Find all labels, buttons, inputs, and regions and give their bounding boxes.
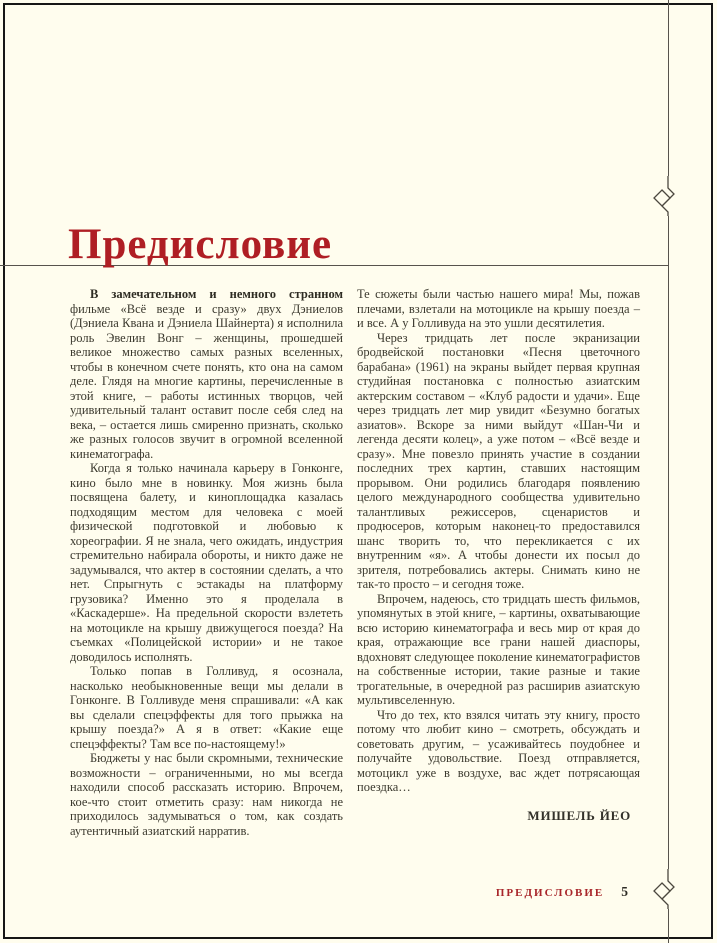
- text-column-left: [70, 287, 343, 838]
- paragraph: Только попав в Голливуд, я осознала, насколько необыкновенные вещи мы делали в Гонконге. В Голливуде меня спрашивали: «А как вы сделали спецэффекты для того прыжка на крышу поезда?» А я в ответ: «Какие еще спецэффекты? Там все по-настоящему!»: [70, 664, 343, 751]
- paragraph: Что до тех, кто взялся читать эту книгу, просто потому что любит кино – смотреть, обсуждать и советовать другим, – усаживайтесь поудобнее и получайте удовольствие. Поезд отправляется, мотоцикл уже в воздухе, вас ждет потрясающая поездка…: [357, 707, 640, 794]
- diamond-ornament-icon: [650, 176, 676, 216]
- diamond-ornament-icon: [650, 869, 676, 909]
- footer-page-number: 5: [621, 884, 628, 899]
- paragraph: Впрочем, надеюсь, сто тридцать шесть фильмов, упомянутых в этой книге, – картины, охватывающие всю историю кинематографа и весь мир от края до края, отражающие все грани нашей диаспоры, вдохновят следующее поколение кинематографистов на собственные истории, такие разные и такие трогательные, в очередной раз расширив азиатскую мультивселенную.: [357, 591, 640, 707]
- vertical-rule: [668, 0, 669, 943]
- paragraph-text: фильме «Всё везде и сразу» двух Дэниелов (Дэниела Квана и Дэниела Шайнерта) я исполнила роль Эвелин Вонг – женщины, прошедшей великое множество самых разных вселенных, чтобы в конечном счете понять, кто она на самом деле. Глядя на многие картины, перечисленные в этой книге, – работы истинных творцов, чей удивительный талант оставит после себя след на века, – остается лишь смиренно признать, сколько же разных голосов звучит в огромной вселенной кинематографа.: [70, 301, 343, 461]
- running-footer: [496, 884, 628, 900]
- paragraph-lead: В замечательном и немного странном: [90, 287, 343, 301]
- paragraph: Когда я только начинала карьеру в Гонконге, кино было мне в новинку. Моя жизнь была посвящена балету, и киноплощадка казалась подходящим местом для человека с моей физической подготовкой и любовью к хореографии. Я не знала, чего ожидать, индустрия стремительно набирала обороты, и никто даже не задумывался, что актер в состоянии сделать, а что нет. Спрыгнуть с эстакады на платформу грузовика? Именно это я проделала в «Каскадерше». На предельной скорости взлететь на мотоцикле на крышу движущегося поезда? На съемках «Полицейской истории» и не такое доводилось исполнять.: [70, 461, 343, 664]
- paragraph: Бюджеты у нас были скромными, технические возможности – ограниченными, но мы всегда находили способ рассказать историю. Впрочем, кое-что стоит отметить сразу: нам никогда не приходилось задумываться о том, как создать аутентичный азиатский нарратив.: [70, 751, 343, 838]
- paragraph: [70, 287, 343, 461]
- paragraph: Те сюжеты были частью нашего мира! Мы, пожав плечами, взлетали на мотоцикле на крышу поезда – и все. А у Голливуда на это ушли десятилетия.: [357, 287, 640, 330]
- text-column-right: [357, 287, 640, 836]
- footer-chapter-label: ПРЕДИСЛОВИЕ: [495, 887, 605, 899]
- paragraph: Через тридцать лет после экранизации бродвейской постановки «Песня цветочного барабана» (1961) на экраны выйдет первая крупная студийная постановка с полностью азиатским актерским составом – «Клуб радости и удачи». Еще через тридцать лет мир увидит «Безумно богатых азиатов». Вскоре за ними выйдут «Шан-Чи и легенда десяти колец», а уже потом – «Всё везде и сразу». Мне повезло принять участие в создании последних трех картин, ставших настоящим прорывом. Они родились благодаря появлению целого международного сообщества удивительно талантливых режиссеров, сценаристов и продюсеров, которым наконец-то предоставился шанс творить то, что перекликается с их внутренним «я». А чтобы донести их посыл до зрителя, потребовались актеры. Снимать кино не так-то просто – и сегодня тоже.: [357, 330, 640, 591]
- author-signature: МИШЕЛЬ ЙЕО: [527, 807, 631, 823]
- page-title: Предисловие: [68, 220, 333, 268]
